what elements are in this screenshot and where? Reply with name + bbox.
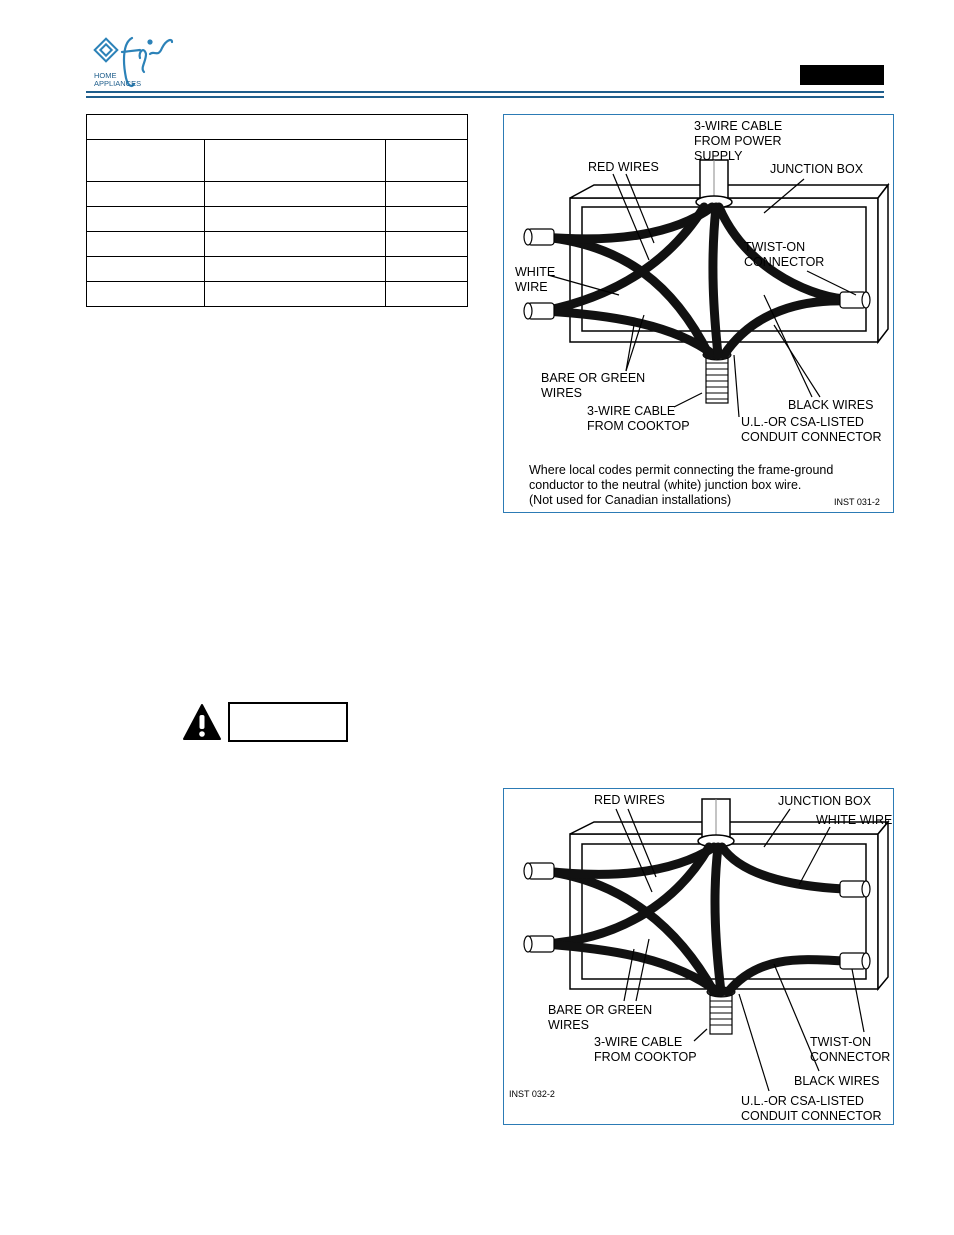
table-row — [87, 182, 468, 207]
table-cell — [205, 140, 386, 182]
table-cell — [87, 282, 205, 307]
table-cell — [386, 140, 468, 182]
label-junction-box: JUNCTION BOX — [778, 794, 872, 808]
wiring-figure-1 — [503, 114, 894, 513]
junction-box-diagram-2 — [504, 789, 893, 1124]
label-twist-on-2: CONNECTOR — [744, 255, 825, 269]
table-row — [87, 140, 468, 182]
label-bare-green: BARE OR GREEN — [548, 1003, 653, 1017]
label-bare-green-2: WIRES — [548, 1018, 589, 1032]
label-conduit: U.L.-OR CSA-LISTED — [741, 1094, 864, 1108]
table-cell — [386, 207, 468, 232]
spec-table — [86, 114, 468, 307]
power-cable-icon — [696, 160, 732, 208]
brand-logo — [88, 28, 188, 93]
table-cell — [205, 257, 386, 282]
table-cell — [87, 182, 205, 207]
label-white-wire: WHITE — [515, 265, 556, 279]
table-cell — [87, 257, 205, 282]
label-white-wire-2: WIRE — [515, 280, 548, 294]
label-cable-power-3: SUPPLY — [694, 149, 743, 163]
table-header-cell — [87, 115, 468, 140]
label-conduit-2: CONDUIT CONNECTOR — [741, 1109, 882, 1123]
table-cell — [205, 182, 386, 207]
table-cell — [386, 282, 468, 307]
table-cell — [386, 257, 468, 282]
table-cell — [205, 207, 386, 232]
table-cell — [386, 182, 468, 207]
figure1-note-line2: conductor to the neutral (white) junction box wire. — [529, 478, 802, 492]
label-cable-power: 3-WIRE CABLE — [694, 119, 783, 133]
label-twist-on-2: CONNECTOR — [810, 1050, 891, 1064]
label-conduit: U.L.-OR CSA-LISTED — [741, 415, 864, 429]
section-tab — [800, 65, 884, 85]
table-row — [87, 282, 468, 307]
label-black-wires: BLACK WIRES — [794, 1074, 880, 1088]
label-red-wires: RED WIRES — [588, 160, 659, 174]
table-cell — [87, 207, 205, 232]
label-cable-cooktop-2: FROM COOKTOP — [587, 419, 690, 433]
table-row — [87, 115, 468, 140]
label-black-wires: BLACK WIRES — [788, 398, 874, 412]
label-junction-box: JUNCTION BOX — [770, 162, 864, 176]
figure1-note-line3: (Not used for Canadian installations) — [529, 493, 732, 507]
logo-text-home: HOME — [94, 71, 117, 80]
warning-icon — [182, 703, 222, 741]
label-white-wire: WHITE WIRE — [816, 813, 893, 827]
label-cable-cooktop: 3-WIRE CABLE — [587, 404, 676, 418]
table-cell — [205, 282, 386, 307]
table-row — [87, 207, 468, 232]
header-rule-bottom — [86, 96, 884, 98]
figure1-note-line1: Where local codes permit connecting the frame-ground — [529, 463, 834, 477]
table-cell — [386, 232, 468, 257]
table-cell — [87, 232, 205, 257]
label-red-wires: RED WIRES — [594, 793, 665, 807]
table-row — [87, 232, 468, 257]
table-cell — [205, 232, 386, 257]
label-cable-cooktop: 3-WIRE CABLE — [594, 1035, 683, 1049]
figure1-code: INST 031-2 — [834, 497, 880, 507]
label-cable-cooktop-2: FROM COOKTOP — [594, 1050, 697, 1064]
label-twist-on: TWIST-ON — [810, 1035, 872, 1049]
figure2-code: INST 032-2 — [509, 1089, 555, 1099]
power-cable-icon — [698, 799, 734, 847]
label-bare-green: BARE OR GREEN — [541, 371, 646, 385]
logo-text-appliances: APPLIANCES — [94, 79, 142, 88]
label-cable-power-2: FROM POWER — [694, 134, 782, 148]
table-row — [87, 257, 468, 282]
wiring-figure-2 — [503, 788, 894, 1125]
label-conduit-2: CONDUIT CONNECTOR — [741, 430, 882, 444]
warning-label-box — [228, 702, 348, 742]
table-cell — [87, 140, 205, 182]
label-twist-on: TWIST-ON — [744, 240, 806, 254]
label-bare-green-2: WIRES — [541, 386, 582, 400]
junction-box-diagram-1 — [504, 115, 893, 512]
header-rule-top — [86, 91, 884, 93]
